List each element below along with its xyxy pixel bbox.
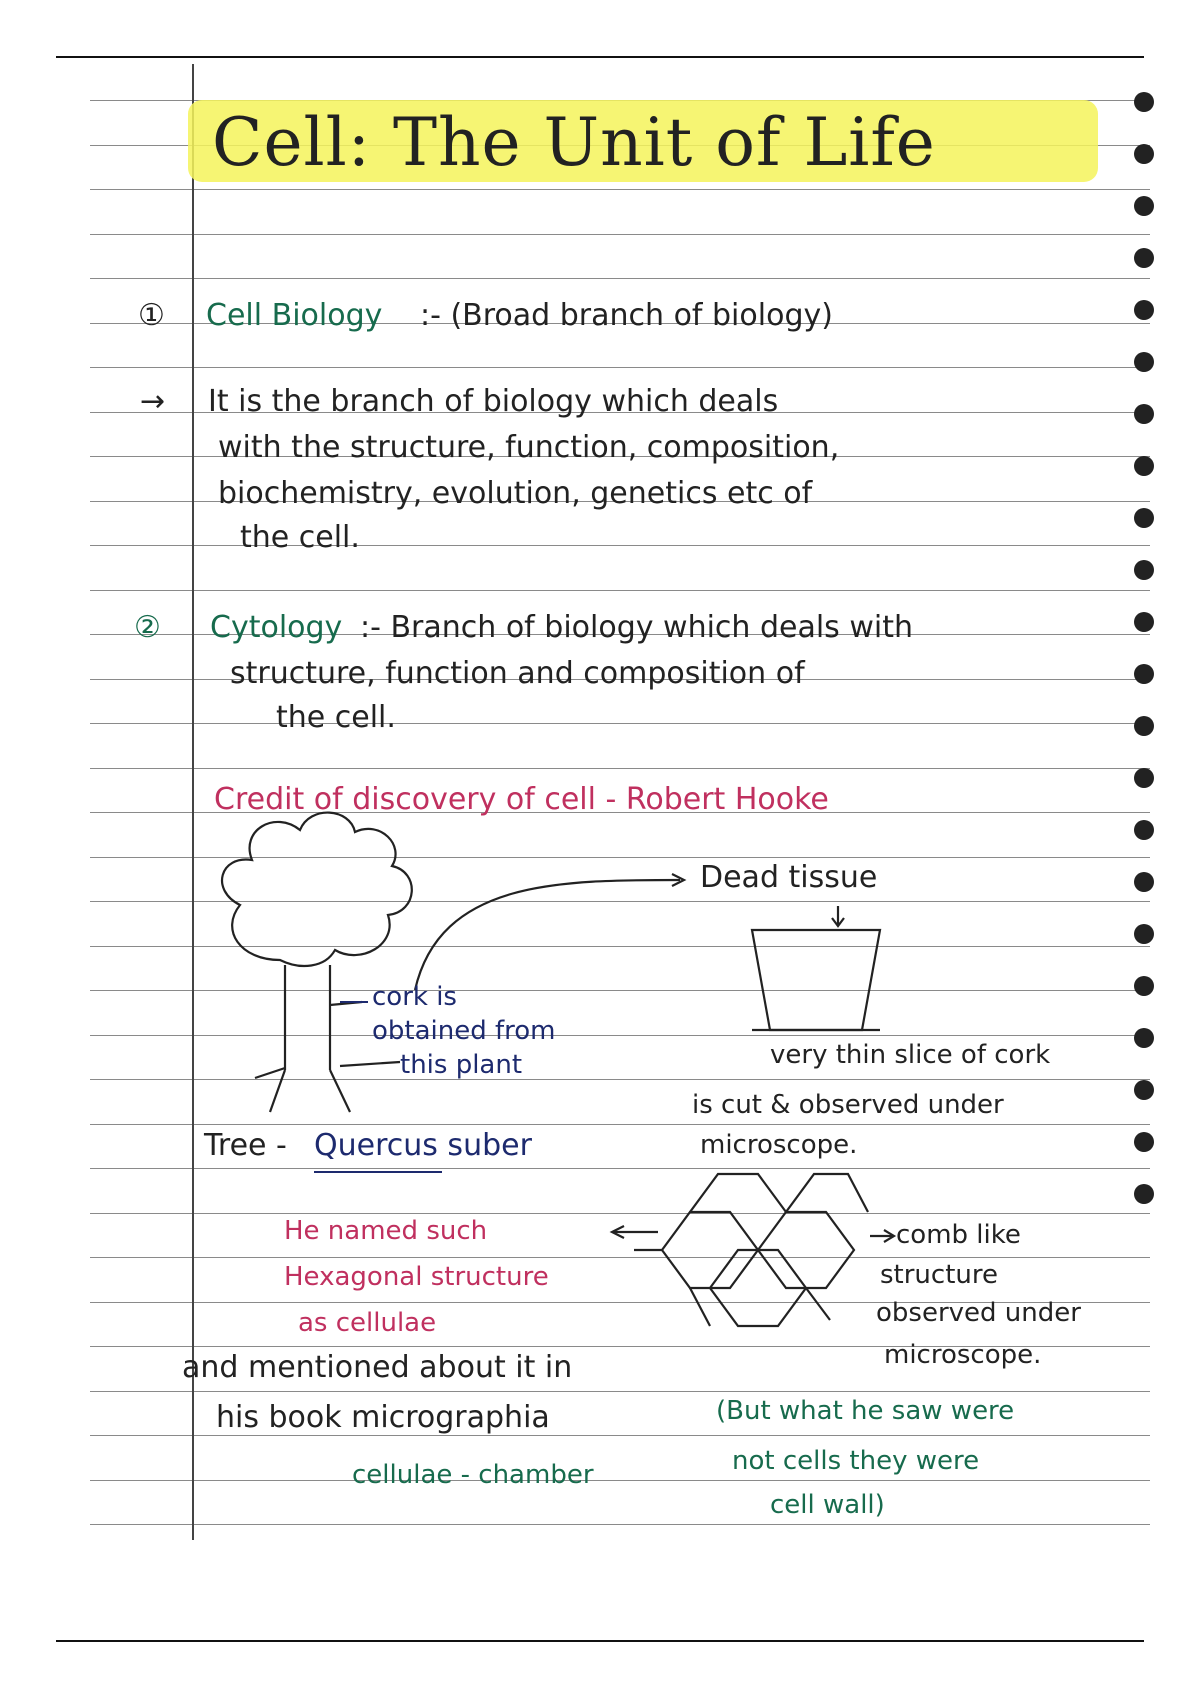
comb-description: structure [880, 1260, 998, 1290]
cell-biology-heading: Cell Biology [206, 298, 383, 333]
dead-tissue-label: Dead tissue [700, 860, 878, 895]
cytology-line: structure, function and composition of [230, 656, 805, 691]
micrographia-note: his book micrographia [216, 1400, 550, 1435]
page-title: Cell: The Unit of Life [212, 104, 936, 181]
tree-label-prefix: Tree - [204, 1128, 287, 1163]
cell-biology-note: :- (Broad branch of biology) [420, 298, 833, 333]
definition-line: the cell. [240, 520, 360, 555]
tree-species: Quercus suber [314, 1128, 532, 1163]
cytology-line: :- Branch of biology which deals with [360, 610, 913, 645]
section-2-number: ② [134, 610, 161, 645]
comb-description: observed under [876, 1298, 1081, 1328]
definition-line: It is the branch of biology which deals [208, 384, 779, 419]
cell-wall-note: not cells they were [732, 1446, 980, 1476]
arrow-marker: → [140, 384, 166, 419]
cell-wall-note: (But what he saw were [716, 1396, 1015, 1426]
cellulae-note: as cellulae [298, 1308, 437, 1338]
definition-line: biochemistry, evolution, genetics etc of [218, 476, 813, 511]
cork-label: obtained from [372, 1016, 556, 1046]
cellulae-note: He named such [284, 1216, 488, 1246]
cork-label: this plant [400, 1050, 523, 1080]
comb-description: comb like [896, 1220, 1021, 1250]
slice-description: is cut & observed under [692, 1090, 1004, 1120]
honeycomb-sketch [612, 1174, 894, 1326]
cell-wall-note: cell wall) [770, 1490, 885, 1520]
micrographia-note: and mentioned about it in [182, 1350, 573, 1385]
slice-description: very thin slice of cork [770, 1040, 1051, 1070]
slice-description: microscope. [700, 1130, 858, 1160]
section-1-number: ① [138, 298, 165, 333]
cork-slice-sketch [752, 906, 880, 1030]
cytology-heading: Cytology [210, 610, 343, 645]
definition-line: with the structure, function, composition, [218, 430, 840, 465]
cytology-line: the cell. [276, 700, 396, 735]
comb-description: microscope. [884, 1340, 1042, 1370]
cellulae-note: Hexagonal structure [284, 1262, 549, 1292]
cork-label: cork is [372, 982, 457, 1012]
credit-line: Credit of discovery of cell - Robert Hooke [214, 782, 829, 817]
cellulae-meaning: cellulae - chamber [352, 1460, 594, 1490]
